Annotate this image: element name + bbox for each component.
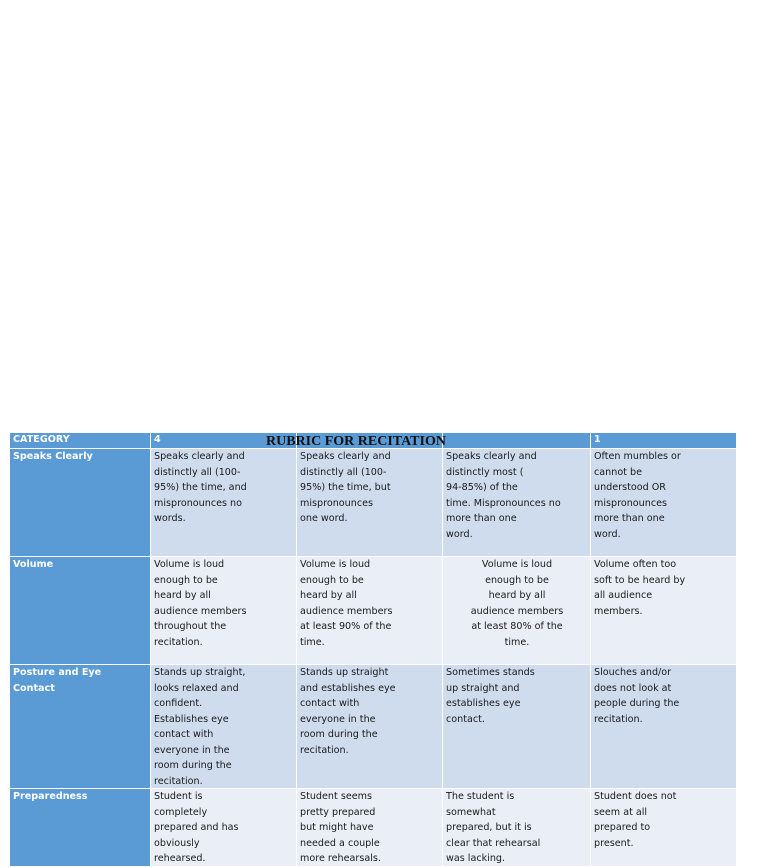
header-score-1: 1: [591, 433, 737, 448]
row-category: Volume: [10, 556, 151, 664]
table-cell: Slouches and/or does not look at people during the recitation.: [591, 664, 737, 788]
row-category: Speaks Clearly: [10, 448, 151, 556]
table-row: [10, 788, 737, 866]
table-cell: Speaks clearly and distinctly all (100- 95%) the time, and mispronounces no words.: [151, 448, 297, 556]
table-cell: Stands up straight and establishes eye contact with everyone in the room during the recitation.: [297, 664, 443, 788]
table-row: [10, 448, 737, 556]
table-row: [10, 664, 737, 788]
table-cell: Sometimes stands up straight and establishes eye contact.: [443, 664, 591, 788]
table-cell: Often mumbles or cannot be understood OR mispronounces more than one word.: [591, 448, 737, 556]
header-category: CATEGORY: [10, 433, 151, 448]
document-title: RUBRIC FOR RECITATION: [266, 434, 446, 449]
table-cell: Speaks clearly and distinctly most ( 94-85%) of the time. Mispronounces no more than one word.: [443, 448, 591, 556]
table-cell: Volume is loud enough to be heard by all audience members throughout the recitation.: [151, 556, 297, 664]
table-cell: Volume is loud enough to be heard by all audience members at least 80% of the time.: [443, 556, 591, 664]
table-cell: Student does not seem at all prepared to present.: [591, 788, 737, 866]
header-score-2: [443, 433, 591, 448]
table-cell: The student is somewhat prepared, but it is clear that rehearsal was lacking.: [443, 788, 591, 866]
rubric-table: [10, 433, 737, 866]
table-cell: Student seems pretty prepared but might have needed a couple more rehearsals.: [297, 788, 443, 866]
row-category: Posture and Eye Contact: [10, 664, 151, 788]
table-cell: Student is completely prepared and has obviously rehearsed.: [151, 788, 297, 866]
row-category: Preparedness: [10, 788, 151, 866]
table-cell: Stands up straight, looks relaxed and confident. Establishes eye contact with everyone in the room during the recitation.: [151, 664, 297, 788]
header-score-4: 4: [151, 433, 297, 448]
table-cell: Speaks clearly and distinctly all (100- 95%) the time, but mispronounces one word.: [297, 448, 443, 556]
table-cell: Volume often too soft to be heard by all audience members.: [591, 556, 737, 664]
table-cell: Volume is loud enough to be heard by all audience members at least 90% of the time.: [297, 556, 443, 664]
table-row: [10, 556, 737, 664]
